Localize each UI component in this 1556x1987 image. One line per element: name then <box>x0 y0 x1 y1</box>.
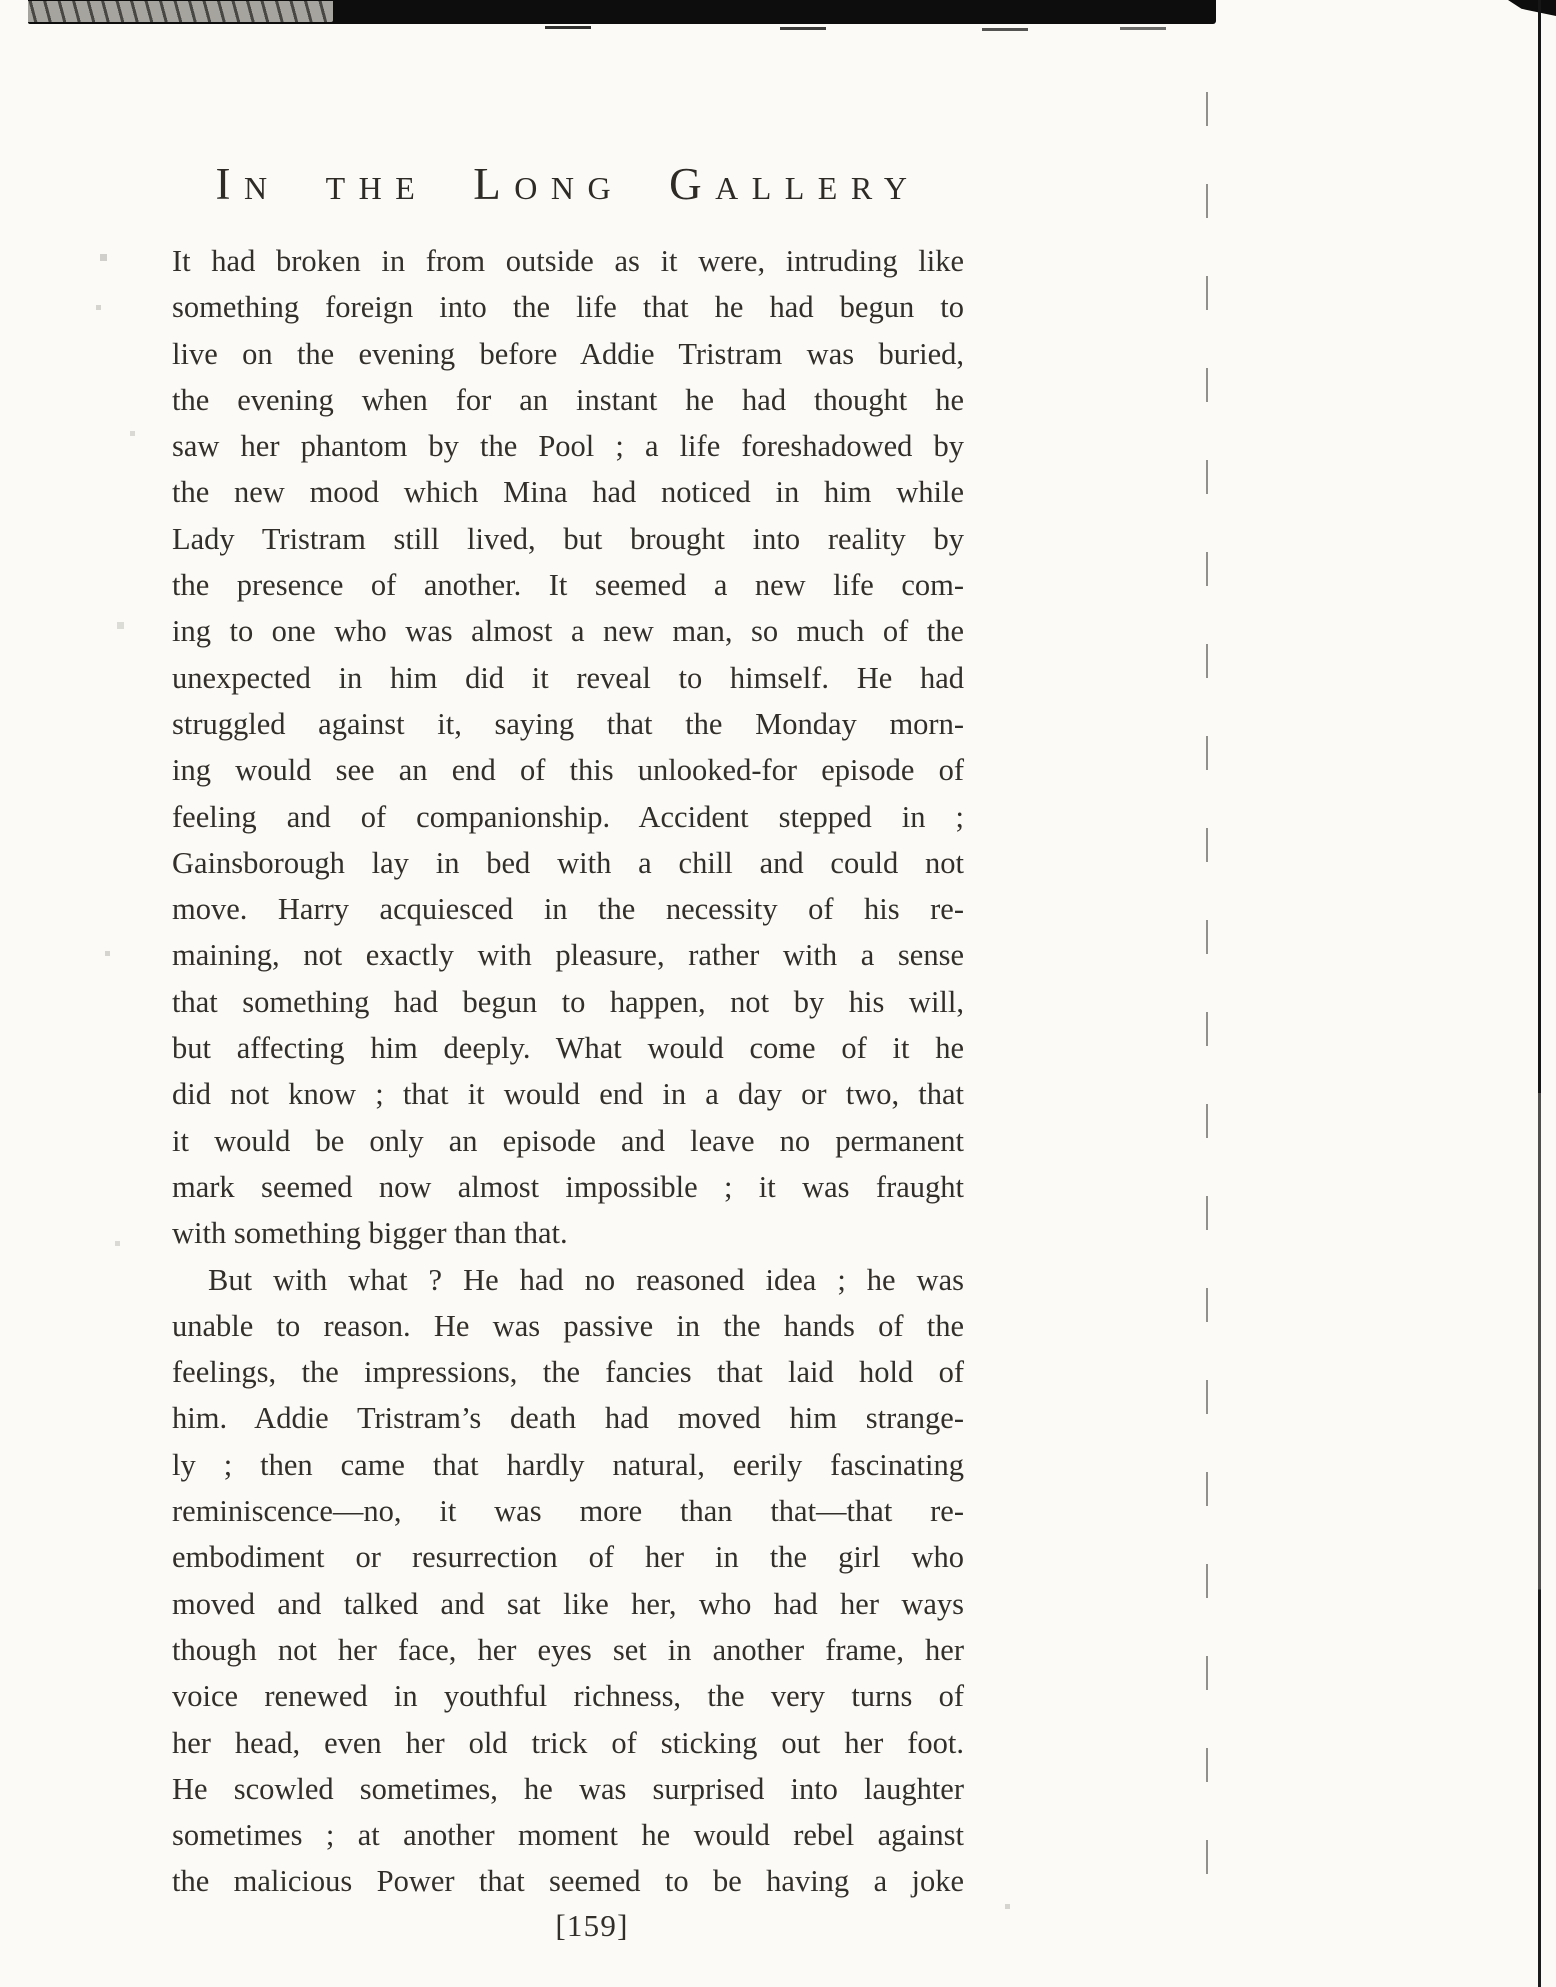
text-line: embodiment or resurrection of her in the girl who <box>172 1540 964 1575</box>
text-line: live on the evening before Addie Tristram was buried, <box>172 336 964 371</box>
text-line: Gainsborough lay in bed with a chill and could not <box>172 845 964 880</box>
text-line: with something bigger than that. <box>172 1216 568 1251</box>
scan-artifact-dashed-margin-line <box>1206 92 1208 1882</box>
body-text <box>172 238 964 1905</box>
page-number: [159] <box>555 1908 629 1943</box>
text-line: did not know ; that it would end in a day or two, that <box>172 1077 964 1112</box>
text-line: sometimes ; at another moment he would rebel against <box>172 1818 964 1853</box>
text-line: that something had begun to happen, not by his will, <box>172 984 964 1019</box>
text-line: voice renewed in youthful richness, the very turns of <box>172 1679 964 1714</box>
text-line: ly ; then came that hardly natural, eerily fascinating <box>172 1447 964 1482</box>
text-line: the new mood which Mina had noticed in him while <box>172 475 964 510</box>
text-line: though not her face, her eyes set in another frame, her <box>172 1632 964 1667</box>
scan-artifact-top-bar-texture <box>28 1 333 22</box>
text-line: maining, not exactly with pleasure, rather with a sense <box>172 938 964 973</box>
paragraph <box>172 238 964 1257</box>
text-line: struggled against it, saying that the Monday morn- <box>172 706 964 741</box>
text-line: ing to one who was almost a new man, so much of the <box>172 614 964 649</box>
text-line: unexpected in him did it reveal to himself. He had <box>172 660 964 695</box>
text-line: the presence of another. It seemed a new life com- <box>172 568 964 603</box>
text-line: ing would see an end of this unlooked-for episode of <box>172 753 964 788</box>
paragraph <box>172 1257 964 1905</box>
text-line: moved and talked and sat like her, who had her ways <box>172 1586 964 1621</box>
text-line: but affecting him deeply. What would come of it he <box>172 1031 964 1066</box>
text-line: the evening when for an instant he had thought he <box>172 382 964 417</box>
text-line: But with what ? He had no reasoned idea ; he was <box>208 1262 964 1297</box>
text-line: the malicious Power that seemed to be having a joke <box>172 1864 964 1899</box>
text-line: saw her phantom by the Pool ; a life foreshadowed by <box>172 429 964 464</box>
text-line: mark seemed now almost impossible ; it was fraught <box>172 1169 964 1204</box>
text-line: It had broken in from outside as it were, intruding like <box>172 244 964 278</box>
scan-artifact-corner-mark <box>1508 0 1556 16</box>
text-line: reminiscence—no, it was more than that—that re- <box>172 1494 964 1529</box>
text-line: something foreign into the life that he had begun to <box>172 290 964 325</box>
scan-artifact-right-edge-line <box>1538 0 1541 1987</box>
text-line: feelings, the impressions, the fancies that laid hold of <box>172 1355 964 1390</box>
text-line: unable to reason. He was passive in the hands of the <box>172 1308 964 1343</box>
text-line: feeling and of companionship. Accident stepped in ; <box>172 799 964 834</box>
text-line: move. Harry acquiesced in the necessity of his re- <box>172 892 964 927</box>
text-line: Lady Tristram still lived, but brought into reality by <box>172 521 964 556</box>
text-line: her head, even her old trick of sticking out her foot. <box>172 1725 964 1760</box>
text-column <box>172 158 964 1905</box>
scan-artifact-bar-crumbs <box>545 26 591 29</box>
text-line: him. Addie Tristram’s death had moved him strange- <box>172 1401 964 1436</box>
scan-artifact-specks <box>0 0 3 3</box>
text-line: it would be only an episode and leave no permanent <box>172 1123 964 1158</box>
chapter-title: In the Long Gallery <box>215 159 921 209</box>
text-line: He scowled sometimes, he was surprised into laughter <box>172 1771 964 1806</box>
